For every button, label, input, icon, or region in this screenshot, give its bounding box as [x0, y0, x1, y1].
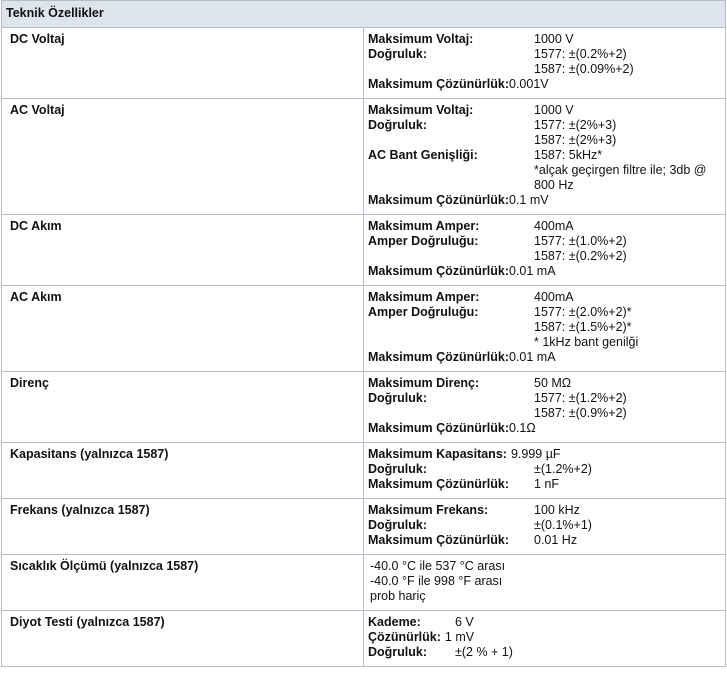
detail-key: Doğruluk: [368, 391, 428, 405]
detail-key: Maksimum Çözünürlük: [368, 193, 509, 207]
row-details [364, 611, 726, 667]
detail-line [368, 462, 719, 477]
detail-value: 400mA [534, 290, 574, 304]
row-category: Kapasitans (yalnızca 1587) [2, 443, 364, 499]
detail-line: -40.0 °C ile 537 °C arası [370, 559, 506, 573]
detail-key: Maksimum Amper: [368, 290, 480, 304]
detail-line [368, 249, 719, 264]
detail-line [368, 133, 719, 148]
table-row-frequency [2, 499, 726, 555]
detail-line [368, 615, 719, 630]
header-row [2, 1, 726, 28]
detail-line [368, 47, 719, 62]
detail-value: 1587: 5kHz* [534, 148, 603, 162]
row-details [364, 499, 726, 555]
detail-value: 0.001V [509, 77, 549, 91]
detail-line [368, 335, 719, 350]
detail-key: Amper Doğruluğu: [368, 234, 479, 248]
spec-table [1, 0, 726, 667]
detail-line [368, 264, 719, 279]
table-row-ac-current [2, 286, 726, 372]
table-row-resistance [2, 372, 726, 443]
detail-line [368, 447, 719, 462]
detail-line [368, 305, 719, 320]
detail-value: 1587: ±(2%+3) [534, 133, 617, 147]
detail-key: Doğruluk: [368, 462, 428, 476]
detail-value: 50 MΩ [534, 376, 572, 390]
detail-line [368, 32, 719, 47]
table-row-ac-voltage [2, 99, 726, 215]
detail-value: 1 nF [534, 477, 560, 491]
detail-key: Maksimum Direnç: [368, 376, 480, 390]
detail-value: 0.01 mA [509, 350, 556, 364]
detail-line [368, 406, 719, 421]
table-title: Teknik Özellikler [2, 1, 726, 28]
row-category: DC Akım [2, 215, 364, 286]
table-row-dc-voltage [2, 28, 726, 99]
detail-value: 0.01 Hz [534, 533, 578, 547]
detail-key: Amper Doğruluğu: [368, 305, 479, 319]
detail-value: 0.1Ω [509, 421, 536, 435]
row-category: Frekans (yalnızca 1587) [2, 499, 364, 555]
detail-key: Maksimum Kapasitans: [368, 447, 507, 461]
detail-line [368, 62, 719, 77]
detail-key: Maksimum Voltaj: [368, 103, 474, 117]
detail-key [368, 249, 534, 264]
row-category: DC Voltaj [2, 28, 364, 99]
table-row-capacitance [2, 443, 726, 499]
detail-value: 0.1 mV [509, 193, 549, 207]
detail-line [368, 645, 719, 660]
detail-line [368, 234, 719, 249]
table-row-diode-test [2, 611, 726, 667]
detail-line [368, 376, 719, 391]
detail-line [368, 391, 719, 406]
detail-key: Maksimum Voltaj: [368, 32, 474, 46]
detail-value: 1587: ±(1.5%+2)* [534, 320, 632, 334]
detail-value: 1587: ±(0.2%+2) [534, 249, 627, 263]
detail-key: Çözünürlük: [368, 630, 441, 644]
detail-line [368, 163, 719, 193]
detail-key: Maksimum Çözünürlük: [368, 421, 509, 435]
detail-value: ±(2 % + 1) [455, 645, 513, 659]
detail-value: 9.999 µF [510, 447, 561, 461]
detail-key: Maksimum Amper: [368, 219, 480, 233]
detail-line [368, 118, 719, 133]
detail-key: Maksimum Çözünürlük: [368, 350, 509, 364]
detail-value: 1587: ±(0.9%+2) [534, 406, 627, 420]
detail-value: 1000 V [534, 32, 574, 46]
row-category: Direnç [2, 372, 364, 443]
table-row-temperature [2, 555, 726, 611]
detail-key: Doğruluk: [368, 518, 428, 532]
detail-line [368, 103, 719, 118]
row-category: AC Voltaj [2, 99, 364, 215]
detail-line [368, 477, 719, 492]
detail-line [368, 77, 719, 92]
detail-key: Doğruluk: [368, 118, 428, 132]
row-details [364, 215, 726, 286]
detail-key: Maksimum Çözünürlük: [368, 533, 509, 547]
detail-line [368, 630, 719, 645]
detail-key: Maksimum Frekans: [368, 503, 489, 517]
detail-key [368, 133, 534, 148]
detail-key [368, 406, 534, 421]
row-details [364, 99, 726, 215]
row-details [364, 443, 726, 499]
detail-value: 6 V [455, 615, 474, 629]
detail-key [368, 62, 534, 77]
detail-key: Maksimum Çözünürlük: [368, 477, 509, 491]
detail-value: 1577: ±(2%+3) [534, 118, 617, 132]
table-row-dc-current [2, 215, 726, 286]
detail-value: 0.01 mA [509, 264, 556, 278]
detail-value: 1000 V [534, 103, 574, 117]
detail-key [368, 320, 534, 335]
detail-value: 1577: ±(2.0%+2)* [534, 305, 632, 319]
detail-key: Doğruluk: [368, 645, 428, 659]
detail-line: -40.0 °F ile 998 °F arası [370, 574, 503, 588]
detail-line [368, 290, 719, 305]
row-details [364, 372, 726, 443]
row-details [364, 28, 726, 99]
detail-value: 400mA [534, 219, 574, 233]
detail-key: Doğruluk: [368, 47, 428, 61]
row-details [364, 555, 726, 611]
detail-key [368, 335, 534, 350]
detail-line [368, 503, 719, 518]
row-category: Sıcaklık Ölçümü (yalnızca 1587) [2, 555, 364, 611]
detail-key: Maksimum Çözünürlük: [368, 264, 509, 278]
row-category: AC Akım [2, 286, 364, 372]
detail-value: 1577: ±(1.2%+2) [534, 391, 627, 405]
row-details [364, 286, 726, 372]
row-category: Diyot Testi (yalnızca 1587) [2, 611, 364, 667]
detail-value: 100 kHz [534, 503, 580, 517]
detail-value: 1577: ±(0.2%+2) [534, 47, 627, 61]
detail-line [368, 193, 719, 208]
detail-value: ±(0.1%+1) [534, 518, 592, 532]
detail-value: *alçak geçirgen filtre ile; 3db @ 800 Hz [534, 163, 707, 192]
detail-line [368, 320, 719, 335]
detail-value: * 1kHz bant genilği [534, 335, 639, 349]
detail-key: AC Bant Genişliği: [368, 148, 478, 162]
detail-key [368, 163, 534, 193]
detail-key: Maksimum Çözünürlük: [368, 77, 509, 91]
detail-value: 1577: ±(1.0%+2) [534, 234, 627, 248]
detail-key: Kademe: [368, 615, 421, 629]
detail-line [368, 518, 719, 533]
detail-line: prob hariç [370, 589, 426, 603]
detail-value: 1 mV [444, 630, 475, 644]
detail-line [368, 148, 719, 163]
detail-line [368, 533, 719, 548]
detail-value: 1587: ±(0.09%+2) [534, 62, 634, 76]
detail-value: ±(1.2%+2) [534, 462, 592, 476]
detail-line [368, 219, 719, 234]
detail-line [368, 421, 719, 436]
detail-line [368, 350, 719, 365]
